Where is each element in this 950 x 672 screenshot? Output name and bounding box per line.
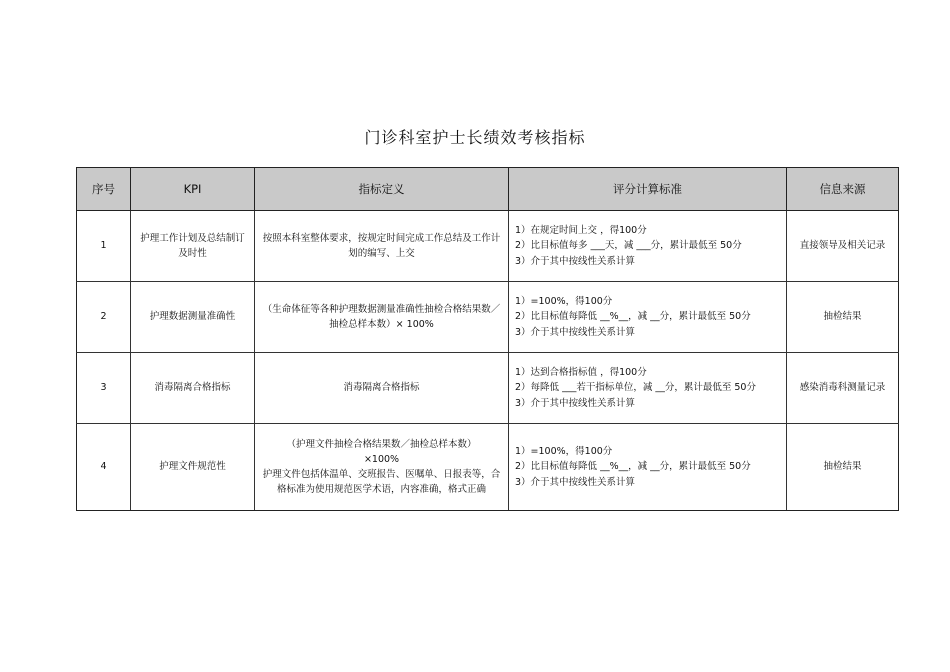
definition-line: （护理文件抽检合格结果数／抽检总样本数） (286, 438, 477, 450)
cell-kpi: 护理数据测量准确性 (131, 282, 255, 353)
definition-line: 护理文件包括体温单、交班报告、医嘱单、日报表等，合格标准为使用规范医学术语，内容准确，格式正确 (262, 469, 501, 496)
rule-line: 3）介于其中按线性关系计算 (515, 397, 636, 409)
cell-kpi: 护理工作计划及总结制订及时性 (131, 211, 255, 282)
header-source: 信息来源 (787, 168, 899, 211)
rule-line: 1）=100%，得100分 (515, 296, 613, 308)
cell-source: 抽检结果 (787, 424, 899, 511)
cell-kpi: 消毒隔离合格指标 (131, 353, 255, 424)
rule-line: 3）介于其中按线性关系计算 (515, 326, 636, 338)
cell-no: 1 (77, 211, 131, 282)
header-definition: 指标定义 (255, 168, 509, 211)
cell-definition: （生命体征等各种护理数据测量准确性抽检合格结果数／抽检总样本数）× 100% (255, 282, 509, 353)
header-rules: 评分计算标准 (509, 168, 787, 211)
header-kpi: KPI (131, 168, 255, 211)
cell-rules (509, 282, 787, 353)
header-no: 序号 (77, 168, 131, 211)
table-header-row (77, 168, 899, 211)
table-row (77, 211, 899, 282)
cell-source: 感染消毒科测量记录 (787, 353, 899, 424)
cell-definition: 消毒隔离合格指标 (255, 353, 509, 424)
cell-definition (255, 424, 509, 511)
cell-definition: 按照本科室整体要求，按规定时间完成工作总结及工作计划的编写、上交 (255, 211, 509, 282)
cell-no: 3 (77, 353, 131, 424)
rule-line: 3）介于其中按线性关系计算 (515, 476, 636, 488)
table-row (77, 424, 899, 511)
definition-line: ×100% (363, 453, 400, 465)
cell-rules (509, 353, 787, 424)
cell-source: 抽检结果 (787, 282, 899, 353)
cell-source: 直接领导及相关记录 (787, 211, 899, 282)
table-row (77, 282, 899, 353)
rule-line: 2）每降低 ___若干指标单位，减 __分，累计最低至 50分 (515, 382, 756, 394)
cell-rules (509, 424, 787, 511)
rule-line: 1）=100%，得100分 (515, 446, 613, 458)
rule-line: 1）达到合格指标值 ，得100分 (515, 367, 647, 379)
rule-line: 1）在规定时间上交 ，得100分 (515, 225, 647, 237)
rule-line: 2）比目标值每多 ___天，减 ___分，累计最低至 50分 (515, 240, 742, 252)
table-row (77, 353, 899, 424)
cell-rules (509, 211, 787, 282)
kpi-table (76, 167, 899, 511)
page-title: 门诊科室护士长绩效考核指标 (364, 128, 586, 147)
cell-no: 4 (77, 424, 131, 511)
rule-line: 2）比目标值每降低 __%__，减 __分，累计最低至 50分 (515, 311, 751, 323)
cell-kpi: 护理文件规范性 (131, 424, 255, 511)
rule-line: 3）介于其中按线性关系计算 (515, 255, 636, 267)
cell-no: 2 (77, 282, 131, 353)
rule-line: 2）比目标值每降低 __%__，减 __分，累计最低至 50分 (515, 461, 751, 473)
